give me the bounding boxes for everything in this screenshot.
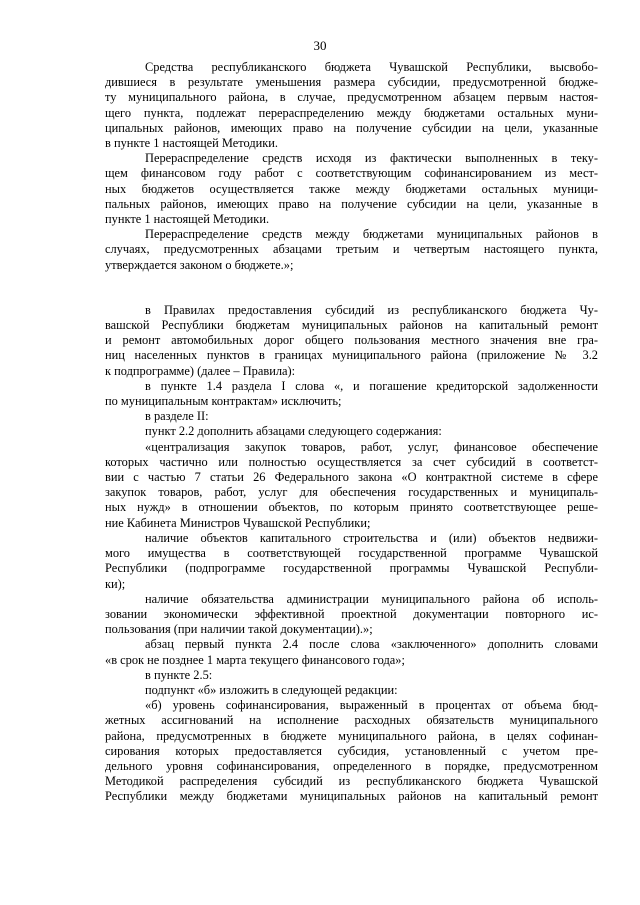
text-line: района, предусмотренных в бюджете муниципального района, в целях софинан- — [105, 728, 598, 743]
paragraph — [105, 637, 598, 667]
text-line: щего пункта, подлежат перераспределению между бюджетами остальных муни- — [105, 105, 598, 120]
text-line: утверждается законом о бюджете.»; — [105, 257, 294, 272]
text-line: ципальных районов, имеющих право на получение субсидии на цели, указанные — [105, 120, 598, 135]
text-line: подпункт «б» изложить в следующей редакции: — [145, 682, 398, 697]
text-line: ных бюджетов осуществляется также между бюджетами остальных муници- — [105, 181, 598, 196]
paragraph — [105, 698, 598, 804]
text-line: «в срок не позднее 1 марта текущего финансового года»; — [105, 652, 405, 667]
text-line: пальных районов, имеющих право на получение субсидии на цели, указанные в — [105, 196, 598, 211]
text-line: ту муниципального района, в случае, предусмотренном абзацем первым настоя- — [105, 90, 598, 105]
text-line: пункте 1 настоящей Методики. — [105, 212, 270, 227]
paragraph — [105, 424, 598, 439]
text-line: вашской Республики бюджетам муниципальных районов на капитальный ремонт — [105, 318, 598, 333]
text-line: Перераспределение средств между бюджетами муниципальных районов в — [145, 227, 598, 242]
text-line: Республики между бюджетами муниципальных районов на капитальный ремонт — [105, 789, 598, 804]
text-line: к подпрограмме) (далее – Правила): — [105, 363, 296, 378]
text-line: случаях, предусмотренных абзацами третьим и четвертым настоящего пункта, — [105, 242, 598, 257]
text-line: зовании экономически эффективной проектной документации повторного ис- — [105, 606, 598, 621]
paragraph-gap — [105, 273, 598, 303]
paragraph — [105, 303, 598, 379]
text-line: мого имущества в соответствующей государственной программе Чувашской — [105, 546, 598, 561]
text-line: «централизация закупок товаров, работ, услуг, финансовое обеспечение — [145, 439, 598, 454]
paragraph — [105, 668, 598, 683]
text-line: жетных ассигнований на исполнение расходных обязательств муниципального — [105, 713, 598, 728]
paragraph — [105, 531, 598, 592]
page-number: 30 — [313, 38, 327, 53]
text-line: Методикой распределения субсидий из республиканского бюджета Чувашской — [105, 774, 598, 789]
text-line: в Правилах предоставления субсидий из республиканского бюджета Чу- — [145, 302, 598, 317]
text-line: ных нужд» в отношении объектов, по которым принято соответствующее реше- — [105, 500, 598, 515]
document-body — [105, 60, 598, 805]
text-line: вии с частью 7 статьи 26 Федерального закона «О контрактной системе в сфере — [105, 470, 598, 485]
text-line: щем финансовом году работ с соответствующим софинансированием из мест- — [105, 166, 598, 181]
text-line: сирования которых предоставляется субсидия, установленный с учетом пре- — [105, 743, 598, 758]
paragraph — [105, 592, 598, 638]
text-line: дившиеся в результате уменьшения размера субсидии, предусмотренной бюдже- — [105, 75, 598, 90]
paragraph — [105, 409, 598, 424]
text-line: Средства республиканского бюджета Чувашской Республики, высвобо- — [145, 60, 598, 74]
text-line: по муниципальным контрактам» исключить; — [105, 394, 342, 409]
text-line: ние Кабинета Министров Чувашской Республики; — [105, 515, 371, 530]
paragraph — [105, 440, 598, 531]
text-line: пункт 2.2 дополнить абзацами следующего содержания: — [145, 424, 442, 439]
text-line: которых частично или полностью осуществляется за счет субсидий в соответст- — [105, 454, 598, 469]
text-line: закупок товаров, работ, услуг для обеспечения государственных и муниципаль- — [105, 485, 598, 500]
paragraph — [105, 683, 598, 698]
text-line: и ремонт автомобильных дорог общего пользования местного значения вне гра- — [105, 333, 598, 348]
text-line: в пункте 1.4 раздела I слова «, и погашение кредиторской задолженности — [145, 378, 598, 393]
text-line: пользования (при наличии такой документации).»; — [105, 622, 373, 637]
text-line: в пункте 2.5: — [145, 667, 213, 682]
text-line: Республики (подпрограмме государственной программы Чувашской Республи- — [105, 561, 598, 576]
paragraph — [105, 151, 598, 227]
text-line: абзац первый пункта 2.4 после слова «заключенного» дополнить словами — [145, 637, 598, 652]
text-line: наличие объектов капитального строительства и (или) объектов недвижи- — [145, 530, 598, 545]
paragraph — [105, 60, 598, 151]
text-line: в разделе II: — [145, 409, 209, 424]
text-line: «б) уровень софинансирования, выраженный в процентах от объема бюд- — [145, 698, 598, 713]
text-line: ки); — [105, 576, 126, 591]
text-line: в пункте 1 настоящей Методики. — [105, 136, 279, 151]
text-line: ниц населенных пунктов в границах муниципального района (приложение № 3.2 — [105, 348, 598, 363]
text-line: Перераспределение средств исходя из фактически выполненных в теку- — [145, 151, 598, 166]
paragraph — [105, 227, 598, 273]
paragraph — [105, 379, 598, 409]
text-line: наличие обязательства администрации муниципального района об исполь- — [145, 591, 598, 606]
text-line: дельного уровня софинансирования, определенного в порядке, предусмотренном — [105, 758, 598, 773]
